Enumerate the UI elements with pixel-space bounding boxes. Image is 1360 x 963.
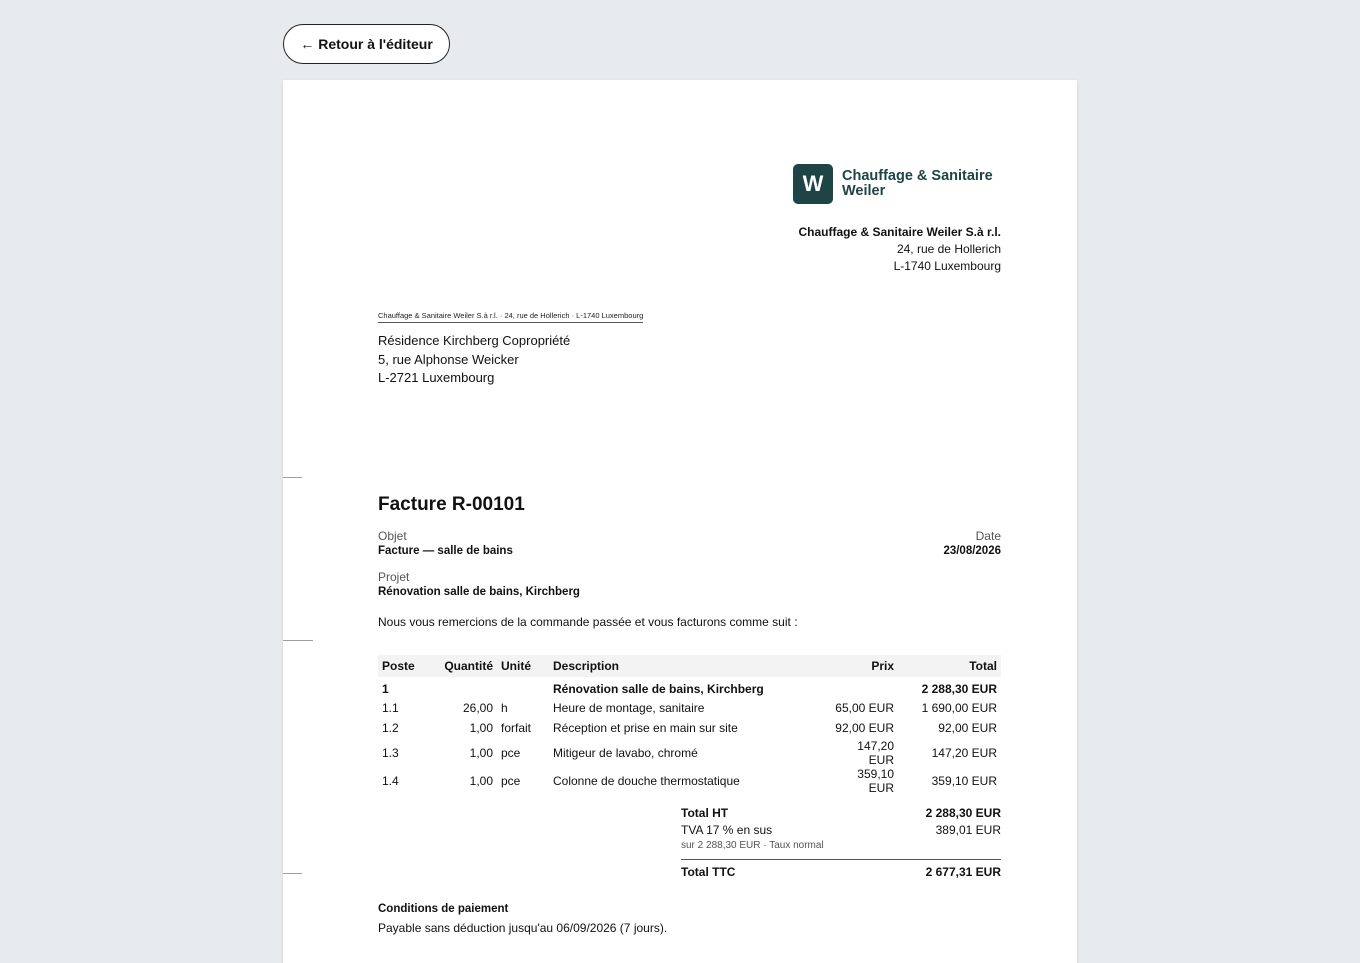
col-header-prix: Prix (871, 659, 894, 673)
cell-description: Heure de montage, sanitaire (553, 700, 705, 715)
sender-return-line: Chauffage & Sanitaire Weiler S.à r.l. · 24, rue de Hollerich · L-1740 Luxembourg (378, 311, 643, 323)
projet-value: Rénovation salle de bains, Kirchberg (378, 586, 580, 598)
cell-qty: 1,00 (469, 721, 493, 736)
total-ttc-value: 2 677,31 EUR (925, 865, 1001, 879)
cell-unit (497, 677, 549, 698)
objet-value: Facture — salle de bains (378, 545, 513, 557)
cell-total: 2 288,30 EUR (921, 681, 997, 696)
invoice-page (283, 80, 1077, 963)
sender-street: 24, rue de Hollerich (896, 242, 1001, 256)
date-label: Date (975, 529, 1001, 543)
col-header-description: Description (553, 659, 620, 673)
conditions-title: Conditions de paiement (378, 903, 509, 915)
objet-label: Objet (378, 529, 407, 543)
recipient-city: L-2721 Luxembourg (378, 370, 495, 385)
table-row (378, 739, 1001, 767)
recipient-street: 5, rue Alphonse Weicker (378, 351, 519, 367)
cell-total: 1 690,00 EUR (921, 700, 997, 715)
cell-unit: pce (501, 745, 521, 760)
cell-unit: pce (501, 773, 521, 788)
cell-unit: h (501, 700, 508, 715)
total-ttc-label: Total TTC (681, 865, 736, 879)
cell-price: 147,20 EUR (857, 738, 894, 767)
cell-poste: 1.4 (382, 773, 399, 788)
col-header-total: Total (969, 659, 997, 673)
logo-line2: Weiler (842, 183, 886, 199)
line-items-table (378, 655, 1001, 795)
totals-block (681, 805, 1001, 881)
col-header-quantite: Quantité (444, 659, 493, 673)
back-to-editor-button[interactable] (283, 24, 450, 64)
total-ht-value: 2 288,30 EUR (925, 806, 1001, 820)
sender-city: L-1740 Luxembourg (893, 259, 1001, 273)
cell-price: 92,00 EUR (835, 721, 894, 736)
date-block (943, 529, 1001, 557)
invoice-title: Facture R-00101 (378, 494, 525, 515)
cell-price: 65,00 EUR (835, 700, 894, 715)
cell-price (829, 677, 898, 698)
cell-qty: 1,00 (469, 773, 493, 788)
cell-description: Mitigeur de lavabo, chromé (553, 745, 698, 760)
total-ht-label: Total HT (681, 806, 729, 820)
tva-value: 389,01 EUR (935, 823, 1001, 837)
projet-block (378, 570, 580, 598)
sender-address (798, 224, 1001, 275)
intro-text: Nous vous remercions de la commande passée et vous facturons comme suit : (378, 615, 798, 629)
company-logo (793, 164, 993, 204)
cell-poste: 1.2 (382, 721, 399, 736)
fold-mark (283, 873, 302, 874)
logo-text (842, 169, 993, 199)
col-header-unite: Unité (501, 659, 531, 673)
cell-total: 147,20 EUR (931, 745, 997, 760)
table-header-row (378, 655, 1001, 677)
cell-description: Rénovation salle de bains, Kirchberg (553, 681, 764, 696)
cell-total: 92,00 EUR (938, 721, 997, 736)
cell-poste: 1.1 (382, 700, 399, 715)
cell-description: Colonne de douche thermostatique (553, 773, 740, 788)
back-button-label: Retour à l'éditeur (318, 36, 433, 52)
table-row (378, 718, 1001, 739)
logo-line1: Chauffage & Sanitaire (842, 168, 993, 184)
tva-label: TVA 17 % en sus (681, 823, 773, 837)
total-ttc-row (681, 859, 1001, 881)
payment-conditions (378, 903, 667, 935)
cell-description: Réception et prise en main sur site (553, 721, 738, 736)
sender-name: Chauffage & Sanitaire Weiler S.à r.l. (798, 225, 1001, 239)
date-value: 23/08/2026 (943, 545, 1001, 557)
cell-poste: 1.3 (382, 745, 399, 760)
cell-qty: 26,00 (462, 700, 493, 715)
col-header-poste: Poste (382, 659, 415, 673)
total-ht-row (681, 805, 1001, 822)
recipient-name: Résidence Kirchberg Copropriété (378, 333, 571, 348)
cell-qty: 1,00 (469, 745, 493, 760)
conditions-text: Payable sans déduction jusqu'au 06/09/2026 (7 jours). (378, 921, 668, 935)
cell-total: 359,10 EUR (931, 773, 997, 788)
recipient-address (378, 332, 570, 388)
table-row (378, 698, 1001, 719)
tva-note: sur 2 288,30 EUR · Taux normal (681, 840, 824, 851)
cell-price: 359,10 EUR (857, 766, 894, 795)
logo-mark: W (793, 164, 833, 204)
arrow-left-icon: ← (300, 36, 315, 52)
cell-qty (440, 677, 497, 698)
tva-row (681, 822, 1001, 839)
projet-label: Projet (378, 570, 410, 584)
cell-poste: 1 (382, 681, 389, 696)
fold-mark (283, 477, 302, 478)
table-row (378, 767, 1001, 795)
cell-unit: forfait (501, 721, 532, 736)
table-group-row (378, 677, 1001, 698)
objet-block (378, 529, 513, 557)
punch-mark (283, 640, 313, 641)
